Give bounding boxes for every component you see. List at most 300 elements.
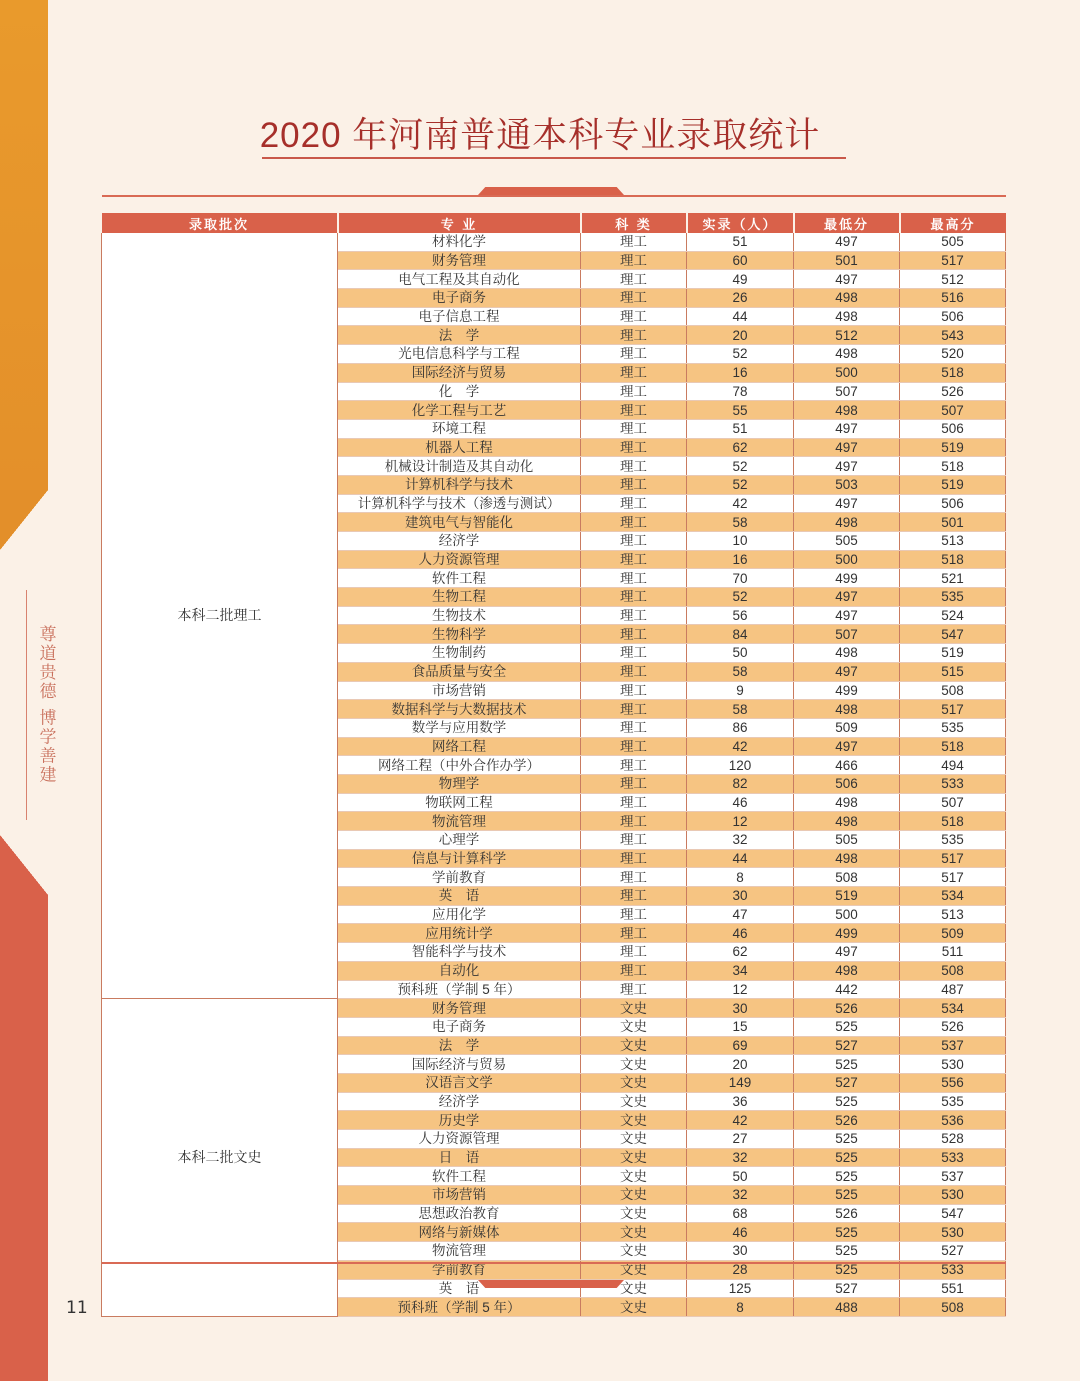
min-score-cell: 509 xyxy=(794,718,900,737)
admitted-cell: 47 xyxy=(687,905,794,924)
category-cell: 理工 xyxy=(581,774,687,793)
admitted-cell: 10 xyxy=(687,532,794,551)
major-cell: 人力资源管理 xyxy=(338,1130,581,1149)
major-cell: 自动化 xyxy=(338,961,581,980)
max-score-cell: 517 xyxy=(900,868,1006,887)
admitted-cell: 62 xyxy=(687,943,794,962)
admitted-cell: 12 xyxy=(687,812,794,831)
major-cell: 电子商务 xyxy=(338,289,581,308)
max-score-cell: 519 xyxy=(900,644,1006,663)
min-score-cell: 497 xyxy=(794,737,900,756)
max-score-cell: 494 xyxy=(900,756,1006,775)
max-score-cell: 511 xyxy=(900,943,1006,962)
max-score-cell: 520 xyxy=(900,345,1006,364)
category-cell: 理工 xyxy=(581,233,687,251)
min-score-cell: 497 xyxy=(794,438,900,457)
min-score-cell: 525 xyxy=(794,1055,900,1074)
max-score-cell: 519 xyxy=(900,438,1006,457)
major-cell: 信息与计算科学 xyxy=(338,849,581,868)
major-cell: 网络工程（中外合作办学） xyxy=(338,756,581,775)
major-cell: 英 语 xyxy=(338,1279,581,1298)
category-cell: 文史 xyxy=(581,1167,687,1186)
major-cell: 生物工程 xyxy=(338,588,581,607)
major-cell: 财务管理 xyxy=(338,251,581,270)
min-score-cell: 499 xyxy=(794,569,900,588)
admitted-cell: 26 xyxy=(687,289,794,308)
max-score-cell: 536 xyxy=(900,1111,1006,1130)
min-score-cell: 525 xyxy=(794,1223,900,1242)
major-cell: 经济学 xyxy=(338,1092,581,1111)
category-cell: 文史 xyxy=(581,1036,687,1055)
min-score-cell: 525 xyxy=(794,1092,900,1111)
admitted-cell: 125 xyxy=(687,1279,794,1298)
max-score-cell: 506 xyxy=(900,307,1006,326)
min-score-cell: 527 xyxy=(794,1036,900,1055)
category-cell: 理工 xyxy=(581,382,687,401)
max-score-cell: 517 xyxy=(900,849,1006,868)
major-cell: 思想政治教育 xyxy=(338,1204,581,1223)
min-score-cell: 525 xyxy=(794,1186,900,1205)
max-score-cell: 513 xyxy=(900,532,1006,551)
max-score-cell: 518 xyxy=(900,363,1006,382)
admitted-cell: 82 xyxy=(687,774,794,793)
major-cell: 法 学 xyxy=(338,1036,581,1055)
category-cell: 理工 xyxy=(581,756,687,775)
category-cell: 理工 xyxy=(581,438,687,457)
major-cell: 物流管理 xyxy=(338,812,581,831)
admitted-cell: 46 xyxy=(687,793,794,812)
left-orange-band xyxy=(0,0,48,545)
category-cell: 理工 xyxy=(581,345,687,364)
admitted-cell: 51 xyxy=(687,419,794,438)
major-cell: 机械设计制造及其自动化 xyxy=(338,457,581,476)
major-cell: 经济学 xyxy=(338,532,581,551)
table-header-row xyxy=(102,213,1006,233)
max-score-cell: 518 xyxy=(900,550,1006,569)
major-cell: 材料化学 xyxy=(338,233,581,251)
min-score-cell: 497 xyxy=(794,270,900,289)
min-score-cell: 498 xyxy=(794,849,900,868)
left-red-band xyxy=(0,835,48,1381)
max-score-cell: 518 xyxy=(900,737,1006,756)
max-score-cell: 512 xyxy=(900,270,1006,289)
category-cell: 文史 xyxy=(581,1204,687,1223)
admitted-cell: 52 xyxy=(687,475,794,494)
min-score-cell: 525 xyxy=(794,1017,900,1036)
min-score-cell: 498 xyxy=(794,289,900,308)
max-score-cell: 506 xyxy=(900,419,1006,438)
max-score-cell: 521 xyxy=(900,569,1006,588)
category-cell: 理工 xyxy=(581,961,687,980)
header-min-score: 最低分 xyxy=(794,213,900,233)
max-score-cell: 534 xyxy=(900,887,1006,906)
major-cell: 学前教育 xyxy=(338,868,581,887)
major-cell: 国际经济与贸易 xyxy=(338,1055,581,1074)
admitted-cell: 50 xyxy=(687,644,794,663)
major-cell: 财务管理 xyxy=(338,999,581,1018)
table-row xyxy=(102,999,1006,1018)
min-score-cell: 526 xyxy=(794,1204,900,1223)
category-cell: 理工 xyxy=(581,943,687,962)
admitted-cell: 52 xyxy=(687,345,794,364)
major-cell: 电子商务 xyxy=(338,1017,581,1036)
min-score-cell: 519 xyxy=(794,887,900,906)
major-cell: 人力资源管理 xyxy=(338,550,581,569)
min-score-cell: 498 xyxy=(794,793,900,812)
admitted-cell: 86 xyxy=(687,718,794,737)
major-cell: 化 学 xyxy=(338,382,581,401)
major-cell: 法 学 xyxy=(338,326,581,345)
admitted-cell: 42 xyxy=(687,494,794,513)
max-score-cell: 519 xyxy=(900,475,1006,494)
category-cell: 文史 xyxy=(581,1260,687,1279)
min-score-cell: 525 xyxy=(794,1260,900,1279)
category-cell: 理工 xyxy=(581,868,687,887)
admitted-cell: 9 xyxy=(687,681,794,700)
major-cell: 生物制药 xyxy=(338,644,581,663)
min-score-cell: 500 xyxy=(794,363,900,382)
min-score-cell: 498 xyxy=(794,513,900,532)
min-score-cell: 527 xyxy=(794,1073,900,1092)
max-score-cell: 547 xyxy=(900,625,1006,644)
category-cell: 文史 xyxy=(581,1148,687,1167)
major-cell: 电气工程及其自动化 xyxy=(338,270,581,289)
category-cell: 文史 xyxy=(581,1073,687,1092)
min-score-cell: 507 xyxy=(794,625,900,644)
max-score-cell: 506 xyxy=(900,494,1006,513)
min-score-cell: 500 xyxy=(794,550,900,569)
max-score-cell: 508 xyxy=(900,681,1006,700)
major-cell: 计算机科学与技术（渗透与测试） xyxy=(338,494,581,513)
admitted-cell: 44 xyxy=(687,849,794,868)
category-cell: 理工 xyxy=(581,513,687,532)
category-cell: 文史 xyxy=(581,999,687,1018)
admitted-cell: 149 xyxy=(687,1073,794,1092)
min-score-cell: 497 xyxy=(794,494,900,513)
major-cell: 软件工程 xyxy=(338,569,581,588)
major-cell: 软件工程 xyxy=(338,1167,581,1186)
max-score-cell: 533 xyxy=(900,1260,1006,1279)
max-score-cell: 537 xyxy=(900,1036,1006,1055)
admitted-cell: 49 xyxy=(687,270,794,289)
major-cell: 化学工程与工艺 xyxy=(338,401,581,420)
min-score-cell: 499 xyxy=(794,681,900,700)
category-cell: 理工 xyxy=(581,793,687,812)
category-cell: 理工 xyxy=(581,849,687,868)
admitted-cell: 46 xyxy=(687,924,794,943)
min-score-cell: 498 xyxy=(794,401,900,420)
category-cell: 文史 xyxy=(581,1017,687,1036)
admitted-cell: 120 xyxy=(687,756,794,775)
category-cell: 理工 xyxy=(581,289,687,308)
admitted-cell: 32 xyxy=(687,1148,794,1167)
category-cell: 理工 xyxy=(581,812,687,831)
min-score-cell: 525 xyxy=(794,1242,900,1261)
admitted-cell: 56 xyxy=(687,606,794,625)
admitted-cell: 8 xyxy=(687,868,794,887)
title-underline xyxy=(262,157,846,159)
major-cell: 电子信息工程 xyxy=(338,307,581,326)
major-cell: 智能科学与技术 xyxy=(338,943,581,962)
major-cell: 国际经济与贸易 xyxy=(338,363,581,382)
category-cell: 理工 xyxy=(581,419,687,438)
min-score-cell: 527 xyxy=(794,1279,900,1298)
admitted-cell: 55 xyxy=(687,401,794,420)
max-score-cell: 535 xyxy=(900,718,1006,737)
max-score-cell: 527 xyxy=(900,1242,1006,1261)
category-cell: 理工 xyxy=(581,494,687,513)
admitted-cell: 58 xyxy=(687,662,794,681)
category-cell: 文史 xyxy=(581,1242,687,1261)
max-score-cell: 518 xyxy=(900,457,1006,476)
page-title: 2020 年河南普通本科专业录取统计 xyxy=(259,116,821,155)
admitted-cell: 52 xyxy=(687,588,794,607)
major-cell: 日 语 xyxy=(338,1148,581,1167)
max-score-cell: 535 xyxy=(900,1092,1006,1111)
max-score-cell: 556 xyxy=(900,1073,1006,1092)
major-cell: 计算机科学与技术 xyxy=(338,475,581,494)
major-cell: 生物科学 xyxy=(338,625,581,644)
max-score-cell: 547 xyxy=(900,1204,1006,1223)
min-score-cell: 497 xyxy=(794,662,900,681)
top-deco-line xyxy=(102,195,1006,197)
admitted-cell: 51 xyxy=(687,233,794,251)
category-cell: 理工 xyxy=(581,644,687,663)
major-cell: 网络工程 xyxy=(338,737,581,756)
max-score-cell: 526 xyxy=(900,382,1006,401)
admitted-cell: 27 xyxy=(687,1130,794,1149)
category-cell: 理工 xyxy=(581,831,687,850)
admitted-cell: 84 xyxy=(687,625,794,644)
category-cell: 理工 xyxy=(581,307,687,326)
min-score-cell: 526 xyxy=(794,999,900,1018)
admitted-cell: 42 xyxy=(687,1111,794,1130)
admitted-cell: 36 xyxy=(687,1092,794,1111)
category-cell: 理工 xyxy=(581,625,687,644)
category-cell: 文史 xyxy=(581,1298,687,1317)
min-score-cell: 508 xyxy=(794,868,900,887)
major-cell: 应用化学 xyxy=(338,905,581,924)
major-cell: 机器人工程 xyxy=(338,438,581,457)
category-cell: 文史 xyxy=(581,1130,687,1149)
min-score-cell: 498 xyxy=(794,700,900,719)
bottom-deco-line xyxy=(102,1262,1006,1264)
batch-cell: 本科二批理工 xyxy=(102,233,338,999)
max-score-cell: 517 xyxy=(900,251,1006,270)
min-score-cell: 505 xyxy=(794,831,900,850)
category-cell: 理工 xyxy=(581,887,687,906)
category-cell: 理工 xyxy=(581,700,687,719)
min-score-cell: 525 xyxy=(794,1167,900,1186)
max-score-cell: 533 xyxy=(900,774,1006,793)
major-cell: 英 语 xyxy=(338,887,581,906)
max-score-cell: 528 xyxy=(900,1130,1006,1149)
min-score-cell: 501 xyxy=(794,251,900,270)
min-score-cell: 507 xyxy=(794,382,900,401)
admitted-cell: 46 xyxy=(687,1223,794,1242)
major-cell: 光电信息科学与工程 xyxy=(338,345,581,364)
category-cell: 理工 xyxy=(581,905,687,924)
min-score-cell: 497 xyxy=(794,588,900,607)
max-score-cell: 507 xyxy=(900,793,1006,812)
major-cell: 历史学 xyxy=(338,1111,581,1130)
admitted-cell: 12 xyxy=(687,980,794,999)
max-score-cell: 487 xyxy=(900,980,1006,999)
admitted-cell: 42 xyxy=(687,737,794,756)
major-cell: 汉语言文学 xyxy=(338,1073,581,1092)
category-cell: 理工 xyxy=(581,681,687,700)
major-cell: 应用统计学 xyxy=(338,924,581,943)
max-score-cell: 526 xyxy=(900,1017,1006,1036)
min-score-cell: 506 xyxy=(794,774,900,793)
max-score-cell: 508 xyxy=(900,1298,1006,1317)
category-cell: 文史 xyxy=(581,1223,687,1242)
header-category: 科 类 xyxy=(581,213,687,233)
admitted-cell: 58 xyxy=(687,700,794,719)
left-band-diagonal xyxy=(0,490,48,550)
admitted-cell: 20 xyxy=(687,1055,794,1074)
admitted-cell: 78 xyxy=(687,382,794,401)
major-cell: 心理学 xyxy=(338,831,581,850)
major-cell: 物流管理 xyxy=(338,1242,581,1261)
header-batch: 录取批次 xyxy=(102,213,338,233)
min-score-cell: 526 xyxy=(794,1111,900,1130)
min-score-cell: 499 xyxy=(794,924,900,943)
admitted-cell: 58 xyxy=(687,513,794,532)
min-score-cell: 442 xyxy=(794,980,900,999)
max-score-cell: 533 xyxy=(900,1148,1006,1167)
min-score-cell: 497 xyxy=(794,233,900,251)
category-cell: 理工 xyxy=(581,532,687,551)
min-score-cell: 497 xyxy=(794,943,900,962)
max-score-cell: 516 xyxy=(900,289,1006,308)
major-cell: 物理学 xyxy=(338,774,581,793)
min-score-cell: 503 xyxy=(794,475,900,494)
max-score-cell: 535 xyxy=(900,831,1006,850)
category-cell: 理工 xyxy=(581,550,687,569)
max-score-cell: 513 xyxy=(900,905,1006,924)
admitted-cell: 44 xyxy=(687,307,794,326)
max-score-cell: 505 xyxy=(900,233,1006,251)
category-cell: 理工 xyxy=(581,270,687,289)
min-score-cell: 500 xyxy=(794,905,900,924)
max-score-cell: 501 xyxy=(900,513,1006,532)
left-red-band-diagonal xyxy=(0,835,48,895)
max-score-cell: 543 xyxy=(900,326,1006,345)
admitted-cell: 32 xyxy=(687,1186,794,1205)
admitted-cell: 34 xyxy=(687,961,794,980)
table-row xyxy=(102,233,1006,251)
category-cell: 理工 xyxy=(581,606,687,625)
admitted-cell: 30 xyxy=(687,887,794,906)
admitted-cell: 16 xyxy=(687,363,794,382)
category-cell: 理工 xyxy=(581,401,687,420)
major-cell: 市场营销 xyxy=(338,681,581,700)
major-cell: 网络与新媒体 xyxy=(338,1223,581,1242)
major-cell: 食品质量与安全 xyxy=(338,662,581,681)
min-score-cell: 498 xyxy=(794,961,900,980)
major-cell: 预科班（学制 5 年） xyxy=(338,1298,581,1317)
major-cell: 数据科学与大数据技术 xyxy=(338,700,581,719)
max-score-cell: 518 xyxy=(900,812,1006,831)
max-score-cell: 530 xyxy=(900,1055,1006,1074)
admitted-cell: 30 xyxy=(687,1242,794,1261)
major-cell: 环境工程 xyxy=(338,419,581,438)
admitted-cell: 30 xyxy=(687,999,794,1018)
admitted-cell: 32 xyxy=(687,831,794,850)
max-score-cell: 530 xyxy=(900,1223,1006,1242)
major-cell: 物联网工程 xyxy=(338,793,581,812)
motto-text: 尊道贵德 博学善建 xyxy=(26,590,59,820)
category-cell: 文史 xyxy=(581,1111,687,1130)
min-score-cell: 497 xyxy=(794,457,900,476)
header-major: 专 业 xyxy=(338,213,581,233)
max-score-cell: 524 xyxy=(900,606,1006,625)
admitted-cell: 68 xyxy=(687,1204,794,1223)
category-cell: 文史 xyxy=(581,1092,687,1111)
category-cell: 理工 xyxy=(581,737,687,756)
top-deco-tab xyxy=(478,187,624,195)
category-cell: 理工 xyxy=(581,363,687,382)
admitted-cell: 70 xyxy=(687,569,794,588)
admitted-cell: 69 xyxy=(687,1036,794,1055)
max-score-cell: 507 xyxy=(900,401,1006,420)
major-cell: 数学与应用数学 xyxy=(338,718,581,737)
major-cell: 生物技术 xyxy=(338,606,581,625)
max-score-cell: 537 xyxy=(900,1167,1006,1186)
admitted-cell: 8 xyxy=(687,1298,794,1317)
max-score-cell: 508 xyxy=(900,961,1006,980)
admitted-cell: 50 xyxy=(687,1167,794,1186)
category-cell: 理工 xyxy=(581,326,687,345)
min-score-cell: 498 xyxy=(794,345,900,364)
admitted-cell: 20 xyxy=(687,326,794,345)
header-max-score: 最高分 xyxy=(900,213,1006,233)
min-score-cell: 525 xyxy=(794,1148,900,1167)
min-score-cell: 498 xyxy=(794,812,900,831)
admitted-cell: 16 xyxy=(687,550,794,569)
category-cell: 理工 xyxy=(581,718,687,737)
max-score-cell: 534 xyxy=(900,999,1006,1018)
category-cell: 理工 xyxy=(581,251,687,270)
min-score-cell: 498 xyxy=(794,644,900,663)
major-cell: 学前教育 xyxy=(338,1260,581,1279)
max-score-cell: 535 xyxy=(900,588,1006,607)
admitted-cell: 52 xyxy=(687,457,794,476)
min-score-cell: 498 xyxy=(794,307,900,326)
admitted-cell: 15 xyxy=(687,1017,794,1036)
major-cell: 建筑电气与智能化 xyxy=(338,513,581,532)
major-cell: 预科班（学制 5 年） xyxy=(338,980,581,999)
min-score-cell: 505 xyxy=(794,532,900,551)
min-score-cell: 525 xyxy=(794,1130,900,1149)
max-score-cell: 530 xyxy=(900,1186,1006,1205)
category-cell: 理工 xyxy=(581,457,687,476)
max-score-cell: 517 xyxy=(900,700,1006,719)
min-score-cell: 466 xyxy=(794,756,900,775)
admitted-cell: 28 xyxy=(687,1260,794,1279)
max-score-cell: 551 xyxy=(900,1279,1006,1298)
category-cell: 理工 xyxy=(581,475,687,494)
min-score-cell: 497 xyxy=(794,606,900,625)
category-cell: 理工 xyxy=(581,569,687,588)
major-cell: 市场营销 xyxy=(338,1186,581,1205)
category-cell: 文史 xyxy=(581,1279,687,1298)
category-cell: 文史 xyxy=(581,1186,687,1205)
min-score-cell: 512 xyxy=(794,326,900,345)
bottom-deco-tab xyxy=(478,1280,624,1288)
min-score-cell: 497 xyxy=(794,419,900,438)
